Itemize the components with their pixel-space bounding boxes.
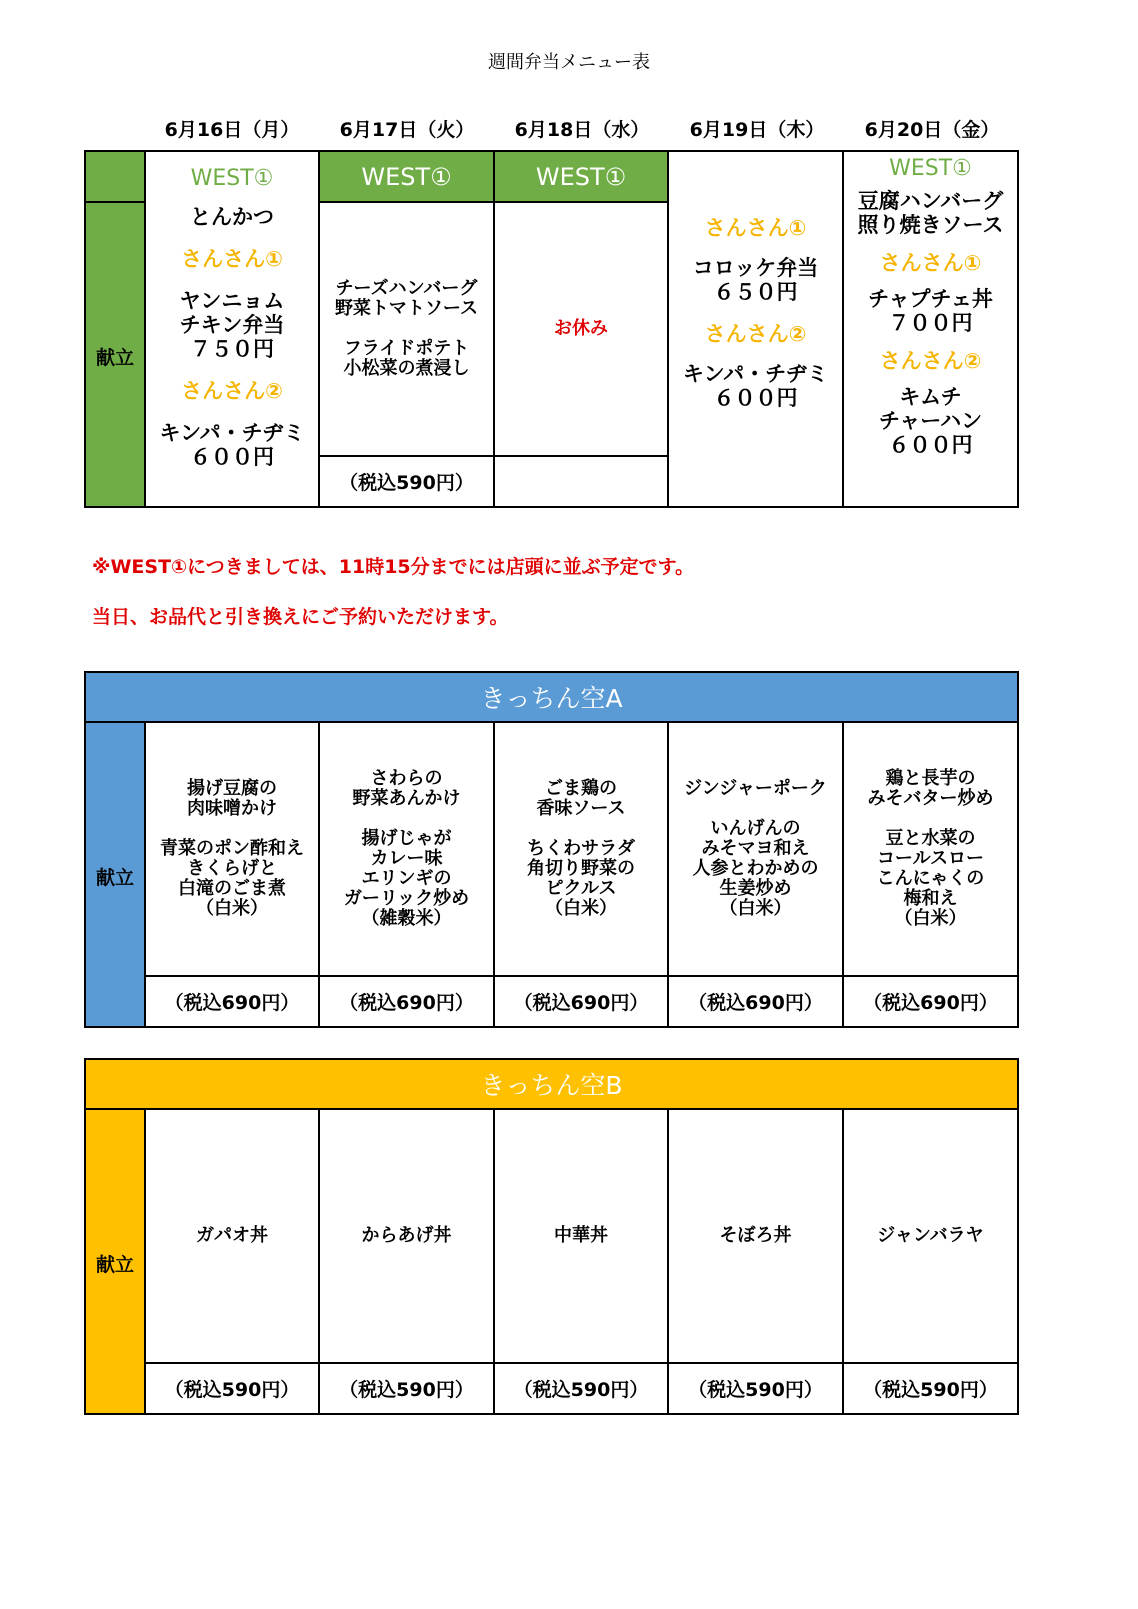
- notice-reservation: 当日、お品代と引き換えにご予約いただけます。: [92, 606, 509, 628]
- kitchen-a-banner: きっちん空A: [85, 672, 1018, 722]
- price-label: （税込590円）: [688, 1379, 823, 1401]
- price-label: （税込690円）: [688, 992, 823, 1014]
- menu-item: ごま鶏の 香味ソース ちくわサラダ 角切り野菜の ピクルス （白米）: [527, 778, 635, 919]
- kitchen-a-cell-thu: [669, 723, 842, 975]
- price-label: （税込590円）: [339, 1379, 474, 1401]
- menu-item: とんかつ: [190, 205, 274, 229]
- kitchen-a-cell-wed: [495, 723, 667, 975]
- west-cell-wed: [495, 203, 667, 455]
- menu-item: キンパ・チヂミ ６００円: [159, 421, 305, 469]
- price-label: （税込590円）: [164, 1379, 300, 1401]
- menu-item: 揚げ豆腐の 肉味噌かけ 青菜のポン酢和え きくらげと 白滝のごま煮 （白米）: [160, 778, 304, 919]
- kitchen-b-cell-tue: [320, 1110, 493, 1362]
- menu-item: チャプチェ丼 ７００円: [868, 287, 993, 335]
- menu-item: 中華丼: [554, 1225, 608, 1246]
- kitchen-b-cell-thu: [669, 1110, 842, 1362]
- menu-item: そぼろ丼: [719, 1225, 792, 1246]
- sansan1-label: さんさん①: [704, 216, 807, 240]
- sansan2-label: さんさん②: [181, 379, 283, 403]
- kondate-label: 献立: [95, 347, 134, 369]
- price-label: （税込690円）: [513, 992, 649, 1014]
- menu-item: からあげ丼: [361, 1225, 452, 1246]
- kitchen-b-cell-wed: [495, 1110, 667, 1362]
- kondate-label: 献立: [95, 1254, 134, 1276]
- day-header-tue: 6月17日（火）: [339, 119, 475, 141]
- day-header-thu: 6月19日（木）: [689, 119, 825, 141]
- west-header-wed: WEST①: [494, 151, 668, 202]
- west-label: WEST①: [889, 156, 972, 181]
- price-label: （税込690円）: [164, 992, 300, 1014]
- page-title: 週間弁当メニュー表: [488, 52, 650, 73]
- west-cell-fri: [844, 152, 1017, 505]
- sansan1-label: さんさん①: [181, 247, 283, 271]
- kondate-label: 献立: [95, 867, 134, 889]
- menu-item: 豆腐ハンバーグ 照り焼きソース: [857, 189, 1004, 237]
- menu-item: ジャンバラヤ: [877, 1225, 984, 1246]
- price-label: （税込690円）: [339, 992, 474, 1014]
- price-label: （税込590円）: [339, 472, 474, 494]
- menu-item: ヤンニョム チキン弁当 ７５０円: [179, 289, 285, 361]
- day-header-fri: 6月20日（金）: [864, 119, 1000, 141]
- kitchen-a-cell-tue: [320, 723, 493, 975]
- sansan1-label: さんさん①: [879, 251, 982, 275]
- kitchen-a-cell-mon: [146, 723, 318, 975]
- west-cell-tue: [320, 203, 493, 455]
- west-header-tue: WEST①: [319, 151, 494, 202]
- menu-item: ガパオ丼: [196, 1225, 268, 1246]
- west-cell-thu: [669, 152, 842, 505]
- menu-item: さわらの 野菜あんかけ 揚げじゃが カレー味 エリンギの ガーリック炒め （雑穀米）: [343, 768, 470, 929]
- day-header-wed: 6月18日（水）: [514, 119, 650, 141]
- menu-item: チーズハンバーグ 野菜トマトソース フライドポテト 小松菜の煮浸し: [334, 278, 479, 379]
- kitchen-b-cell-mon: [146, 1110, 318, 1362]
- menu-item: キンパ・チヂミ ６００円: [682, 362, 829, 410]
- closed-label: お休み: [554, 318, 608, 339]
- day-header-mon: 6月16日（月）: [164, 119, 300, 141]
- price-label: （税込590円）: [863, 1379, 998, 1401]
- menu-item: 鶏と長芋の みそバター炒め 豆と水菜の コールスロー こんにゃくの 梅和え （白米）: [867, 768, 994, 929]
- price-label: （税込590円）: [513, 1379, 649, 1401]
- west-label: WEST①: [190, 166, 274, 191]
- sansan2-label: さんさん②: [879, 349, 982, 373]
- kitchen-b-cell-fri: [844, 1110, 1017, 1362]
- menu-item: キムチ チャーハン ６００円: [878, 385, 983, 457]
- kitchen-b-banner: きっちん空B: [85, 1059, 1018, 1109]
- sansan2-label: さんさん②: [704, 322, 807, 346]
- west-cell-mon: [146, 160, 318, 505]
- price-label: （税込690円）: [863, 992, 998, 1014]
- menu-item: コロッケ弁当 ６５０円: [692, 256, 819, 304]
- kitchen-a-cell-fri: [844, 723, 1017, 975]
- notice-west: ※WEST①につきましては、11時15分までには店頭に並ぶ予定です。: [92, 556, 695, 578]
- menu-item: ジンジャーポーク いんげんの みそマヨ和え 人参とわかめの 生姜炒め （白米）: [684, 778, 827, 919]
